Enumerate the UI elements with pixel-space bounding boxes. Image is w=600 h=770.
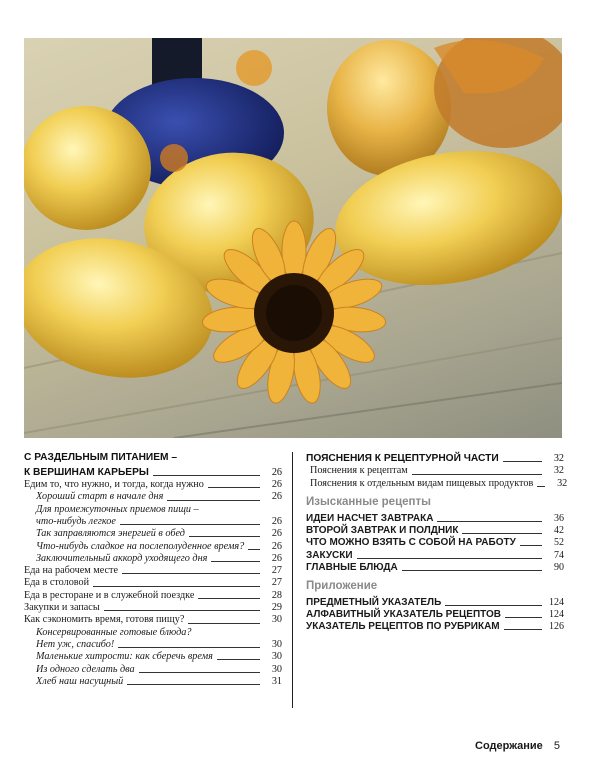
toc-left-column (24, 452, 282, 687)
leader-line (104, 610, 260, 611)
toc-entry-page: 26 (271, 491, 282, 503)
toc-entry-page: 74 (554, 549, 564, 561)
toc-entry-text: Из одного сделать два (36, 663, 135, 675)
toc-entry-text: Пояснения к рецептам (310, 465, 408, 477)
toc-entry[interactable] (24, 552, 282, 564)
toc-entry-text: АЛФАВИТНЫЙ УКАЗАТЕЛЬ РЕЦЕПТОВ (306, 608, 502, 620)
toc-entry-text: Еда на рабочем месте (24, 565, 118, 577)
leader-line (211, 561, 260, 562)
toc-entry-text: Пояснения к отдельным видам пищевых продуктов (310, 477, 534, 489)
toc-entry[interactable] (24, 601, 282, 613)
toc-entry-text: Еда в столовой (24, 577, 90, 589)
toc-entry-text: Закупки и запасы (24, 602, 100, 614)
toc-entry-text: Как сэкономить время, готовя пищу? (24, 614, 185, 626)
toc-entry[interactable] (306, 536, 564, 548)
section-title-recipes: Изысканные рецепты (306, 495, 431, 508)
leader-line (445, 605, 542, 606)
toc-entry[interactable] (24, 478, 282, 490)
leader-line (139, 672, 260, 673)
left-heading-line2: К ВЕРШИНАМ КАРЬЕРЫ (24, 466, 149, 478)
toc-entry-text: Консервированные готовые блюда? (36, 626, 192, 638)
toc-entry-page: 26 (271, 552, 282, 564)
toc-entry[interactable] (24, 515, 282, 527)
leader-line (198, 598, 260, 599)
toc-entry-page: 26 (271, 528, 282, 540)
toc-entry-page: 27 (271, 565, 282, 577)
leader-line (437, 521, 542, 522)
toc-entry-text: Что-нибудь сладкое на послеполуденное время? (36, 540, 245, 552)
leader-line (357, 558, 542, 559)
toc-entry-page: 32 (553, 465, 564, 477)
page-number: 5 (553, 740, 560, 752)
toc-entry[interactable] (24, 662, 282, 674)
toc-entry-text: Маленькие хитрости: как сберечь время (36, 651, 213, 663)
toc-entry[interactable] (306, 511, 564, 523)
toc-entry-text: что-нибудь легкое (36, 515, 116, 527)
leader-line (167, 500, 260, 501)
toc-entry[interactable] (306, 595, 564, 607)
page-footer (475, 740, 560, 752)
toc-entry-text: Хороший старт в начале дня (36, 491, 164, 503)
toc-entry-page: 27 (271, 577, 282, 589)
leader-line (127, 684, 260, 685)
toc-entry[interactable] (306, 561, 564, 573)
toc-entry[interactable] (24, 626, 282, 638)
toc-entry-page: 126 (549, 621, 564, 633)
toc-entry[interactable] (306, 548, 564, 560)
left-heading-page: 26 (271, 466, 282, 478)
toc-entry[interactable] (306, 620, 564, 632)
lemons-and-sunflower-photo (24, 38, 562, 438)
toc-entry-page: 30 (271, 663, 282, 675)
toc-entry-page: 26 (271, 540, 282, 552)
toc-entry-page: 42 (554, 524, 564, 536)
leader-line (412, 474, 542, 475)
toc-entry[interactable] (24, 490, 282, 502)
right-heading-text: ПОЯСНЕНИЯ К РЕЦЕПТУРНОЙ ЧАСТИ (306, 453, 499, 465)
toc-entry-text: ЗАКУСКИ (306, 549, 353, 561)
column-divider (292, 452, 293, 708)
toc-entry-text: ЧТО МОЖНО ВЗЯТЬ С СОБОЙ НА РАБОТУ (306, 537, 516, 549)
leader-line (520, 545, 542, 546)
leader-line (248, 549, 260, 550)
leader-line (120, 524, 260, 525)
toc-entry[interactable] (24, 564, 282, 576)
toc-entry[interactable] (24, 650, 282, 662)
toc-entry[interactable] (24, 503, 282, 515)
leader-line (122, 573, 260, 574)
leader-line (505, 617, 542, 618)
toc-entry-text: ГЛАВНЫЕ БЛЮДА (306, 561, 398, 573)
toc-entry-text: ВТОРОЙ ЗАВТРАК И ПОЛДНИК (306, 524, 459, 536)
toc-entry-text: Заключительный аккорд уходящего дня (36, 552, 208, 564)
toc-entry[interactable] (24, 613, 282, 625)
toc-entry-text: Нет уж, спасибо! (36, 638, 115, 650)
toc-entry-text: ИДЕИ НАСЧЕТ ЗАВТРАКА (306, 512, 434, 524)
toc-entry[interactable] (306, 608, 564, 620)
toc-entry[interactable] (306, 464, 564, 476)
toc-entry-page: 28 (271, 589, 282, 601)
toc-entry-text: УКАЗАТЕЛЬ РЕЦЕПТОВ ПО РУБРИКАМ (306, 621, 500, 633)
toc-entry[interactable] (24, 638, 282, 650)
toc-entry-page: 90 (554, 561, 564, 573)
leader-line (188, 623, 260, 624)
toc-entry-page: 32 (557, 477, 568, 489)
toc-entry[interactable] (306, 477, 568, 489)
leader-line (118, 647, 260, 648)
toc-entry-page: 26 (271, 515, 282, 527)
footer-label: Содержание (475, 740, 543, 752)
toc-entry-text: Еда в ресторане и в служебной поездке (24, 589, 195, 601)
leader-line (217, 659, 260, 660)
toc-entry-page: 30 (271, 614, 282, 626)
leader-line (537, 486, 545, 487)
toc-entry[interactable] (24, 539, 282, 551)
toc-entry-text: Едим то, что нужно, и тогда, когда нужно (24, 479, 204, 491)
toc-entry-page: 36 (554, 512, 564, 524)
right-section-heading[interactable] (306, 452, 564, 464)
leader-line (93, 586, 260, 587)
toc-entry-page: 52 (554, 537, 564, 549)
toc-entry-text: ПРЕДМЕТНЫЙ УКАЗАТЕЛЬ (306, 596, 442, 608)
toc-entry[interactable] (24, 576, 282, 588)
right-heading-page: 32 (553, 453, 564, 465)
toc-entry[interactable] (24, 589, 282, 601)
toc-entry-page: 30 (271, 651, 282, 663)
toc-entry[interactable] (306, 524, 564, 536)
toc-entry-page: 29 (271, 602, 282, 614)
toc-entry-text: Для промежуточных приемов пищи – (36, 503, 199, 515)
leader-line (208, 487, 260, 488)
leader-line (504, 629, 542, 630)
toc-entry[interactable] (24, 527, 282, 539)
toc-entry-text: Хлеб наш насущный (36, 675, 124, 687)
leader-line (462, 533, 542, 534)
left-heading-line1: С РАЗДЕЛЬНЫМ ПИТАНИЕМ – (24, 452, 178, 463)
left-section-heading (24, 452, 282, 478)
leader-line (189, 536, 260, 537)
leader-line (153, 475, 260, 476)
toc-entry-page: 30 (271, 638, 282, 650)
toc-entry-page: 26 (271, 479, 282, 491)
toc-right-column (306, 452, 568, 633)
photo-illustration (24, 38, 562, 438)
toc-entry-page: 124 (549, 596, 564, 608)
toc-entry-text: Так заправляются энергией в обед (36, 528, 185, 540)
section-title-appendix: Приложение (306, 579, 378, 592)
toc-entry-page: 124 (549, 608, 564, 620)
toc-entry-page: 31 (271, 675, 282, 687)
leader-line (503, 461, 542, 462)
toc-entry[interactable] (24, 675, 282, 687)
leader-line (402, 570, 542, 571)
